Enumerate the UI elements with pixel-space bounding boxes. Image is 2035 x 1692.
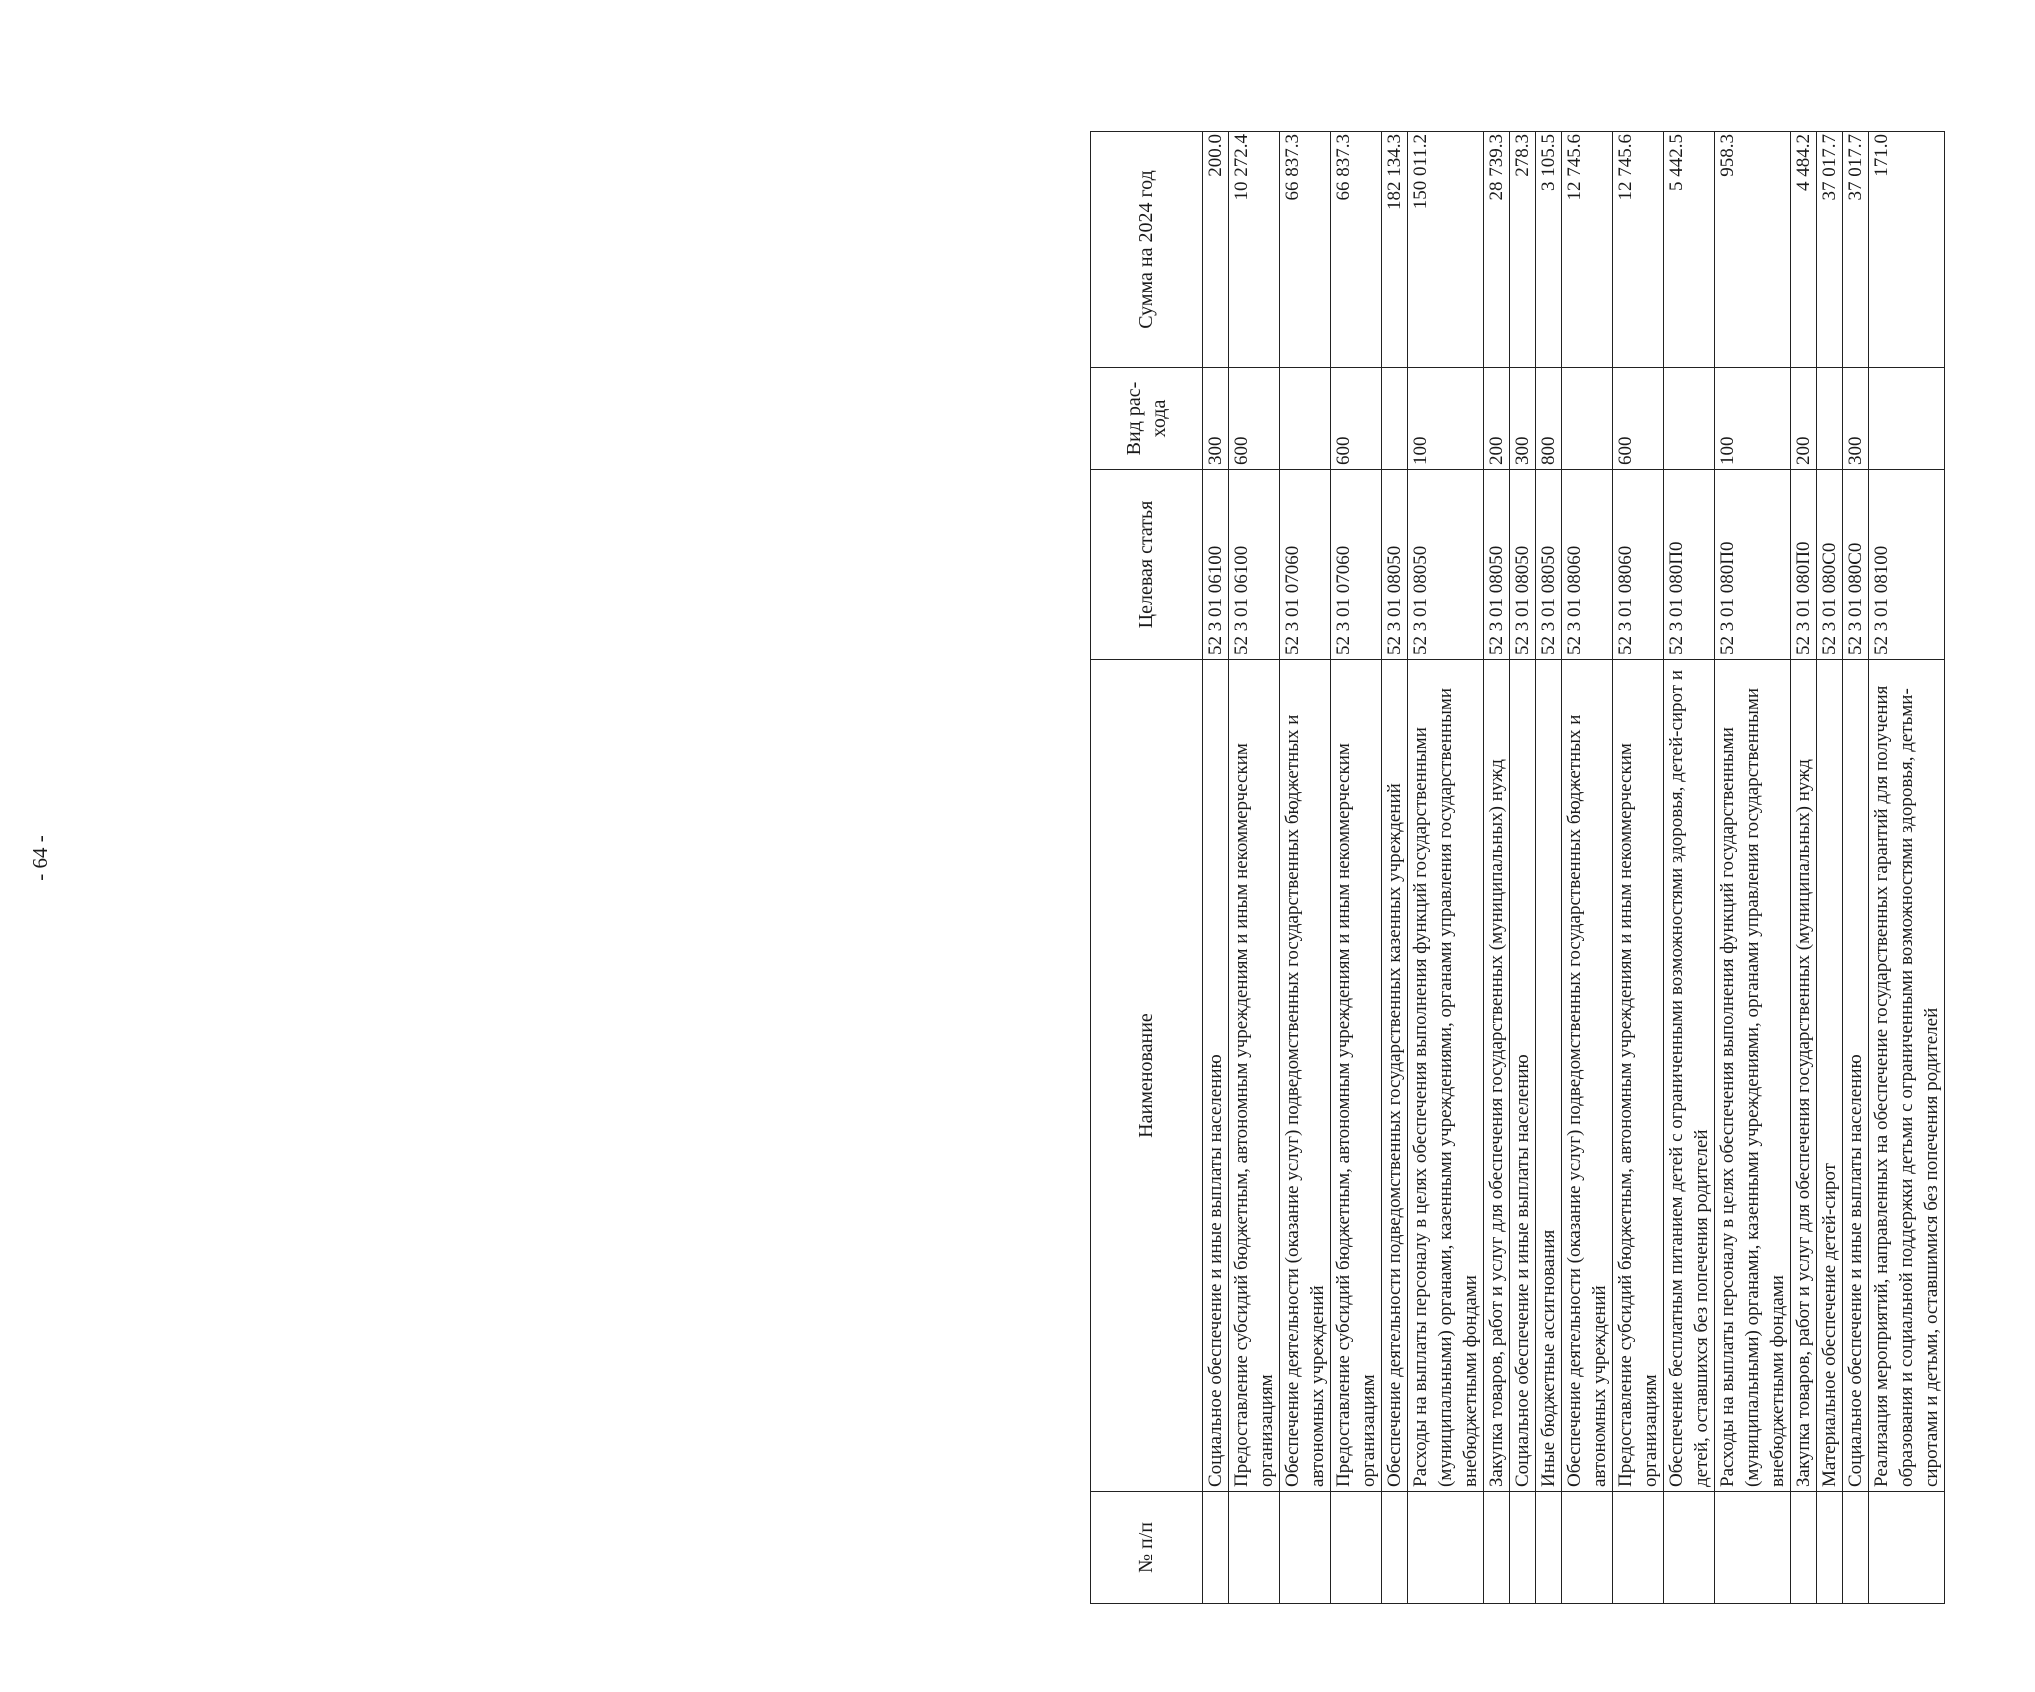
cell-name: Расходы на выплаты персоналу в целях обеспечения выполнения функций государственными (муниципальными) органами, казенными учреждениями, органами управления государственными внебюджетными фондами [1715,660,1791,1492]
cell-amount: 182 134.3 [1382,132,1408,368]
cell-code: 52 3 01 080П0 [1664,470,1715,660]
table-row [1664,132,1715,1604]
header-code: Целевая статья [1091,470,1203,660]
cell-num [1408,1492,1484,1604]
cell-num [1510,1492,1536,1604]
cell-name: Материальное обеспечение детей-сирот [1817,660,1843,1492]
cell-name: Реализация мероприятий, направленных на обеспечение государственных гарантий для получения образования и социальной поддержки детьми с ограниченными возможностями здоровья, детьми-сиротами и детьми, оставшимися без попечения родителей [1869,660,1945,1492]
cell-kind [1664,368,1715,470]
cell-name: Расходы на выплаты персоналу в целях обеспечения выполнения функций государственными (муниципальными) органами, казенными учреждениями, органами управления государственными внебюджетными фондами [1408,660,1484,1492]
cell-amount: 12 745.6 [1613,132,1664,368]
cell-kind: 300 [1510,368,1536,470]
cell-num [1817,1492,1843,1604]
cell-code: 52 3 01 06100 [1229,470,1280,660]
cell-num [1715,1492,1791,1604]
table-row [1203,132,1229,1604]
cell-kind: 600 [1613,368,1664,470]
budget-table-container [1090,132,2035,1604]
cell-num [1280,1492,1331,1604]
cell-name: Обеспечение бесплатным питанием детей с ограниченными возможностями здоровья, детей-сирот и детей, оставшихся без попечения родителей [1664,660,1715,1492]
cell-kind [1817,368,1843,470]
cell-name: Предоставление субсидий бюджетным, автономным учреждениям и иным некоммерческим организациям [1229,660,1280,1492]
cell-num [1613,1492,1664,1604]
cell-kind: 600 [1229,368,1280,470]
cell-code: 52 3 01 06100 [1203,470,1229,660]
cell-code: 52 3 01 080П0 [1791,470,1817,660]
cell-num [1331,1492,1382,1604]
cell-amount: 150 011.2 [1408,132,1484,368]
table-row [1715,132,1791,1604]
table-row [1280,132,1331,1604]
cell-amount: 5 442.5 [1664,132,1715,368]
cell-num [1203,1492,1229,1604]
cell-code: 52 3 01 080С0 [1843,470,1869,660]
cell-code: 52 3 01 08100 [1869,470,1945,660]
cell-num [1484,1492,1510,1604]
table-row [1331,132,1382,1604]
cell-amount: 66 837.3 [1331,132,1382,368]
cell-num [1382,1492,1408,1604]
cell-num [1664,1492,1715,1604]
cell-code: 52 3 01 08050 [1536,470,1562,660]
cell-amount: 10 272.4 [1229,132,1280,368]
cell-amount: 171.0 [1869,132,1945,368]
table-row [1562,132,1613,1604]
table-row [1843,132,1869,1604]
table-row [1382,132,1408,1604]
table-header-row [1091,132,1203,1604]
table-row [1408,132,1484,1604]
cell-amount: 37 017.7 [1817,132,1843,368]
table-row [1229,132,1280,1604]
cell-kind: 800 [1536,368,1562,470]
cell-kind: 300 [1843,368,1869,470]
cell-kind [1562,368,1613,470]
header-name: Наименование [1091,660,1203,1492]
cell-kind: 300 [1203,368,1229,470]
cell-name: Иные бюджетные ассигнования [1536,660,1562,1492]
cell-name: Социальное обеспечение и иные выплаты населению [1203,660,1229,1492]
cell-name: Социальное обеспечение и иные выплаты населению [1510,660,1536,1492]
table-row [1869,132,1945,1604]
cell-amount: 66 837.3 [1280,132,1331,368]
cell-code: 52 3 01 08050 [1484,470,1510,660]
cell-kind: 600 [1331,368,1382,470]
cell-kind [1382,368,1408,470]
cell-kind [1280,368,1331,470]
cell-num [1562,1492,1613,1604]
cell-name: Обеспечение деятельности (оказание услуг) подведомственных государственных бюджетных и автономных учреждений [1280,660,1331,1492]
budget-table [1090,131,1945,1604]
cell-kind: 100 [1408,368,1484,470]
cell-name: Социальное обеспечение и иные выплаты населению [1843,660,1869,1492]
cell-name: Предоставление субсидий бюджетным, автономным учреждениям и иным некоммерческим организациям [1613,660,1664,1492]
cell-name: Закупка товаров, работ и услуг для обеспечения государственных (муниципальных) нужд [1791,660,1817,1492]
cell-num [1843,1492,1869,1604]
cell-num [1869,1492,1945,1604]
cell-amount: 200.0 [1203,132,1229,368]
cell-amount: 4 484.2 [1791,132,1817,368]
table-row [1613,132,1664,1604]
cell-code: 52 3 01 08050 [1510,470,1536,660]
cell-kind [1869,368,1945,470]
cell-code: 52 3 01 080П0 [1715,470,1791,660]
cell-code: 52 3 01 08060 [1613,470,1664,660]
cell-kind: 100 [1715,368,1791,470]
page-number: - 64 - [28,835,52,881]
cell-code: 52 3 01 08050 [1382,470,1408,660]
cell-amount: 958.3 [1715,132,1791,368]
cell-num [1229,1492,1280,1604]
cell-code: 52 3 01 07060 [1280,470,1331,660]
table-row [1817,132,1843,1604]
header-num: № п/п [1091,1492,1203,1604]
header-amount: Сумма на 2024 год [1091,132,1203,368]
table-row [1484,132,1510,1604]
cell-name: Предоставление субсидий бюджетным, автономным учреждениям и иным некоммерческим организациям [1331,660,1382,1492]
table-body [1203,132,1945,1604]
cell-name: Обеспечение деятельности подведомственных государственных казенных учреждений [1382,660,1408,1492]
cell-code: 52 3 01 080С0 [1817,470,1843,660]
cell-code: 52 3 01 08060 [1562,470,1613,660]
table-row [1791,132,1817,1604]
cell-code: 52 3 01 07060 [1331,470,1382,660]
table-row [1536,132,1562,1604]
cell-num [1791,1492,1817,1604]
cell-num [1536,1492,1562,1604]
cell-name: Закупка товаров, работ и услуг для обеспечения государственных (муниципальных) нужд [1484,660,1510,1492]
cell-kind: 200 [1484,368,1510,470]
cell-amount: 28 739.3 [1484,132,1510,368]
cell-kind: 200 [1791,368,1817,470]
header-kind: Вид рас-хода [1091,368,1203,470]
cell-name: Обеспечение деятельности (оказание услуг) подведомственных государственных бюджетных и автономных учреждений [1562,660,1613,1492]
cell-amount: 37 017.7 [1843,132,1869,368]
cell-amount: 12 745.6 [1562,132,1613,368]
cell-code: 52 3 01 08050 [1408,470,1484,660]
table-row [1510,132,1536,1604]
cell-amount: 278.3 [1510,132,1536,368]
cell-amount: 3 105.5 [1536,132,1562,368]
